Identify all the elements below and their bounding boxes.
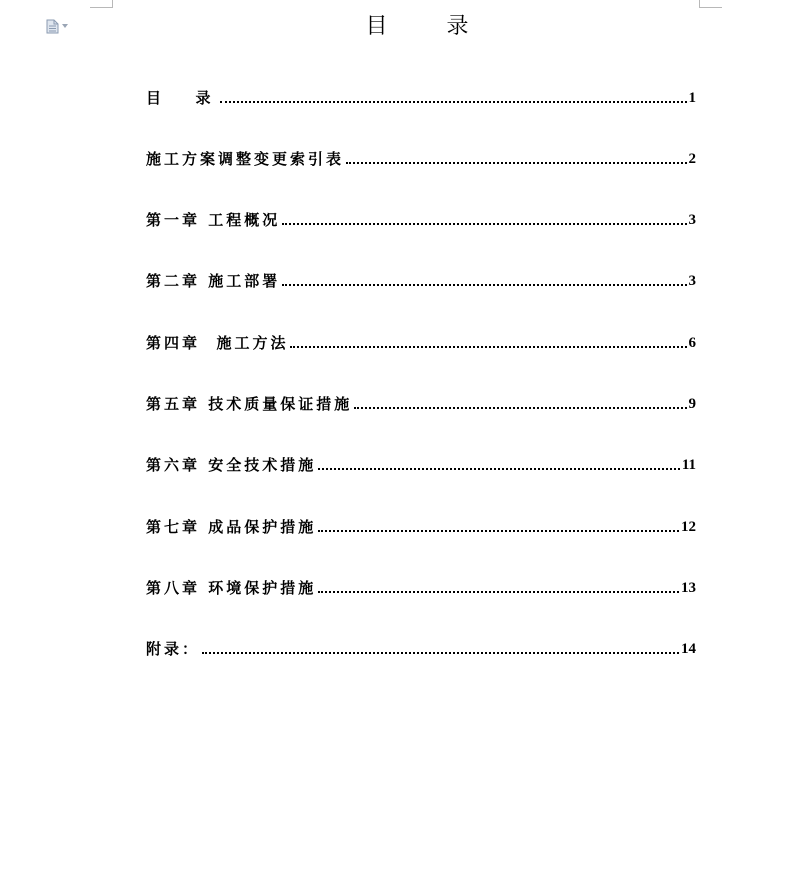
toc-entry[interactable] [146, 208, 696, 230]
toc-leader-dots [318, 468, 680, 470]
toc-entry[interactable] [146, 515, 696, 537]
toc-entry[interactable] [146, 637, 696, 659]
page-title: 目 录 [365, 14, 495, 39]
toc-entry[interactable] [146, 269, 696, 291]
toc-entry-label: 第八章 环境保护措施 [146, 579, 317, 597]
toc-leader-dots [318, 530, 679, 532]
toc-entry[interactable] [146, 86, 696, 108]
toc-entry-label: 第五章 技术质量保证措施 [146, 395, 353, 413]
toc-leader-dots [354, 407, 686, 409]
toc-leader-dots [282, 284, 686, 286]
page-corner-mark-left [90, 0, 113, 8]
toc-entry-page: 1 [688, 90, 696, 106]
toc-entry-page: 2 [688, 151, 696, 167]
toc-leader-dots [282, 223, 686, 225]
toc-entry-page: 9 [688, 396, 696, 412]
toc-leader-dots [220, 101, 686, 103]
toc-entry-label: 附录： [146, 640, 201, 658]
toc-entry-page: 12 [681, 519, 696, 535]
toc-entry-page: 13 [681, 580, 696, 596]
toc-leader-dots [318, 591, 679, 593]
toc-entry-label: 第七章 成品保护措施 [146, 518, 317, 536]
toc-entry-page: 3 [688, 273, 696, 289]
toc-entry-label: 第四章 施工方法 [146, 334, 289, 352]
toc-entry-label: 目 录 [146, 89, 219, 107]
toc-entry-label: 施工方案调整变更索引表 [146, 150, 345, 168]
toc-entry[interactable] [146, 576, 696, 598]
page-corner-mark-right [699, 0, 722, 8]
toc-entry-page: 14 [681, 641, 696, 657]
toc-entry-label: 第二章 施工部署 [146, 272, 281, 290]
toc-entry-label: 第一章 工程概况 [146, 211, 281, 229]
toc-entry[interactable] [146, 147, 696, 169]
toc-leader-dots [346, 162, 686, 164]
toc-leader-dots [290, 346, 686, 348]
toc-entry[interactable] [146, 453, 696, 475]
toc-entry[interactable] [146, 392, 696, 414]
toc-entry[interactable] [146, 331, 696, 353]
toc-entry-page: 3 [688, 212, 696, 228]
toc-entry-label: 第六章 安全技术措施 [146, 456, 317, 474]
toc-leader-dots [202, 652, 679, 654]
toc-entry-page: 11 [681, 457, 696, 473]
toc-entry-page: 6 [688, 335, 696, 351]
